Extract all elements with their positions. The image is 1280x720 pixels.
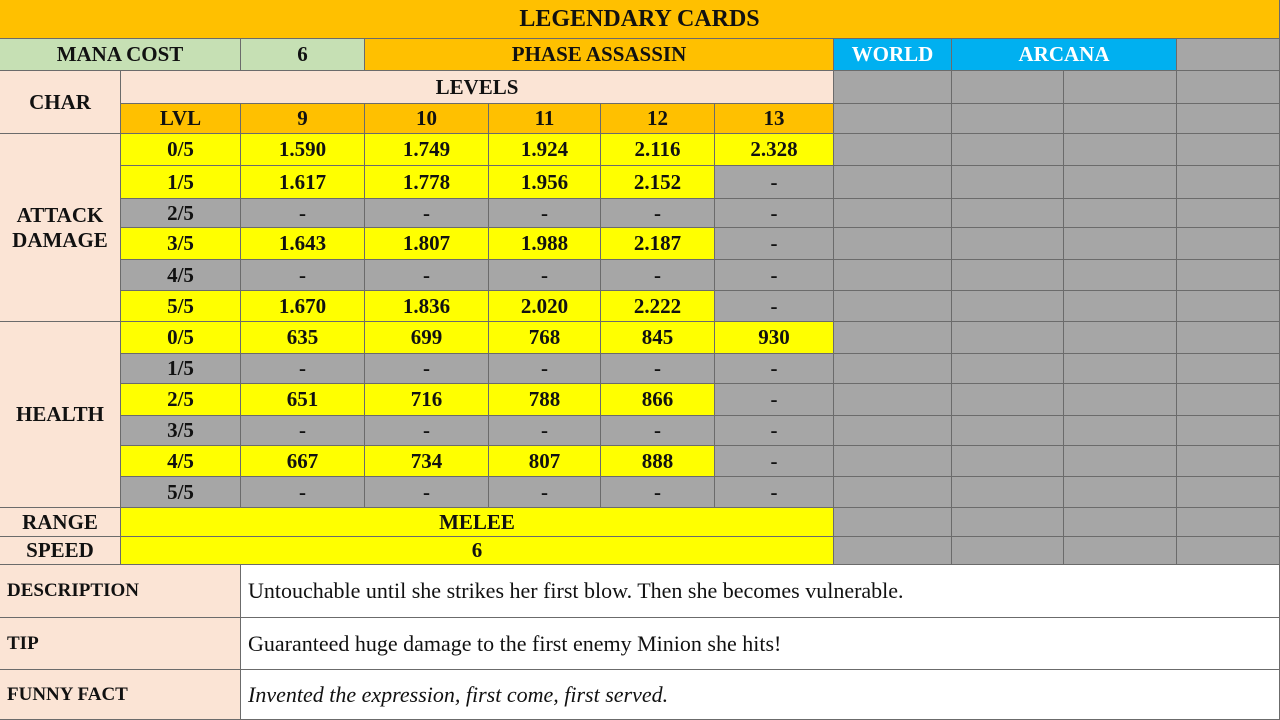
empty-grid-cell: [952, 166, 1064, 199]
health-value-cell: 734: [365, 446, 489, 477]
attack-value-cell: 1.617: [241, 166, 365, 199]
attack-value-cell: -: [715, 260, 834, 291]
tip-text: Guaranteed huge damage to the first enemy Minion she hits!: [241, 618, 1280, 670]
attack-value-cell: -: [601, 260, 715, 291]
empty-grid-cell: [834, 508, 952, 537]
health-value-cell: 930: [715, 322, 834, 354]
empty-grid-cell: [1177, 134, 1280, 166]
attack-value-cell: -: [241, 260, 365, 291]
funny-fact-text: Invented the expression, first come, first served.: [241, 670, 1280, 720]
attack-damage-label: [0, 134, 121, 322]
empty-grid-cell: [1064, 199, 1177, 228]
health-value-cell: 716: [365, 384, 489, 416]
attack-value-cell: -: [365, 260, 489, 291]
empty-grid-cell: [1177, 291, 1280, 322]
health-value-cell: -: [241, 354, 365, 384]
empty-grid-cell: [952, 134, 1064, 166]
empty-grid-cell: [1177, 508, 1280, 537]
attack-value-cell: -: [601, 199, 715, 228]
empty-grid-cell: [1064, 446, 1177, 477]
attack-stars-cell: 3/5: [121, 228, 241, 260]
empty-grid-cell: [1064, 508, 1177, 537]
range-label: RANGE: [0, 508, 121, 537]
level-header-10: 10: [365, 104, 489, 134]
lvl-label: LVL: [121, 104, 241, 134]
health-value-cell: -: [601, 416, 715, 446]
health-value-cell: -: [241, 416, 365, 446]
tip-label: TIP: [0, 618, 241, 670]
empty-grid-cell: [834, 291, 952, 322]
empty-grid-cell: [834, 384, 952, 416]
attack-stars-cell: 2/5: [121, 199, 241, 228]
empty-grid-cell: [1177, 354, 1280, 384]
empty-grid-cell: [1177, 446, 1280, 477]
empty-grid-cell: [952, 260, 1064, 291]
health-value-cell: -: [715, 354, 834, 384]
health-stars-cell: 1/5: [121, 354, 241, 384]
levels-header: LEVELS: [121, 71, 834, 104]
health-value-cell: -: [489, 477, 601, 508]
empty-grid-cell: [834, 199, 952, 228]
attack-value-cell: -: [489, 260, 601, 291]
empty-grid-cell: [1064, 166, 1177, 199]
empty-grid-cell: [1064, 537, 1177, 565]
empty-grid-cell: [834, 354, 952, 384]
empty-grid-cell: [834, 134, 952, 166]
attack-value-cell: 1.590: [241, 134, 365, 166]
empty-grid-cell: [952, 416, 1064, 446]
attack-value-cell: 1.988: [489, 228, 601, 260]
mana-cost-label: MANA COST: [0, 39, 241, 71]
attack-value-cell: -: [715, 166, 834, 199]
level-header-12: 12: [601, 104, 715, 134]
attack-value-cell: 2.116: [601, 134, 715, 166]
empty-grid-cell: [1064, 477, 1177, 508]
attack-value-cell: 2.187: [601, 228, 715, 260]
attack-value-cell: 1.807: [365, 228, 489, 260]
char-label: CHAR: [0, 71, 121, 134]
attack-value-cell: 2.222: [601, 291, 715, 322]
attack-stars-cell: 0/5: [121, 134, 241, 166]
empty-grid-cell: [834, 104, 952, 134]
health-value-cell: 888: [601, 446, 715, 477]
attack-value-cell: -: [489, 199, 601, 228]
level-header-11: 11: [489, 104, 601, 134]
attack-value-cell: -: [715, 291, 834, 322]
empty-grid-cell: [952, 71, 1064, 104]
funny-fact-label: FUNNY FACT: [0, 670, 241, 720]
health-value-cell: -: [489, 354, 601, 384]
health-value-cell: -: [365, 416, 489, 446]
mana-cost-value: 6: [241, 39, 365, 71]
empty-grid-cell: [952, 537, 1064, 565]
description-label: DESCRIPTION: [0, 565, 241, 618]
empty-grid-cell: [834, 322, 952, 354]
world-label: WORLD: [834, 39, 952, 71]
health-stars-cell: 4/5: [121, 446, 241, 477]
attack-value-cell: 2.020: [489, 291, 601, 322]
empty-grid-cell: [1177, 71, 1280, 104]
attack-value-cell: -: [715, 228, 834, 260]
empty-grid-cell: [952, 291, 1064, 322]
empty-grid-cell: [952, 104, 1064, 134]
empty-grid-cell: [1177, 537, 1280, 565]
description-text: Untouchable until she strikes her first blow. Then she becomes vulnerable.: [241, 565, 1280, 618]
health-value-cell: 699: [365, 322, 489, 354]
empty-grid-cell: [1177, 322, 1280, 354]
attack-value-cell: 1.836: [365, 291, 489, 322]
health-value-cell: -: [715, 446, 834, 477]
empty-grid-cell: [1177, 166, 1280, 199]
health-value-cell: 788: [489, 384, 601, 416]
empty-grid-cell: [1177, 104, 1280, 134]
empty-grid-cell: [1064, 71, 1177, 104]
range-value: MELEE: [121, 508, 834, 537]
attack-label-line2: DAMAGE: [12, 227, 108, 252]
empty-grid-cell: [1177, 199, 1280, 228]
empty-grid-cell: [834, 537, 952, 565]
empty-grid-cell: [1064, 384, 1177, 416]
attack-label-line1: ATTACK: [16, 202, 104, 227]
attack-value-cell: 2.152: [601, 166, 715, 199]
health-value-cell: -: [241, 477, 365, 508]
attack-value-cell: -: [365, 199, 489, 228]
health-label: HEALTH: [0, 322, 121, 508]
empty-grid-cell: [834, 260, 952, 291]
empty-grid-cell: [1177, 416, 1280, 446]
empty-grid-cell: [1064, 354, 1177, 384]
blank-cell: [1177, 39, 1280, 71]
empty-grid-cell: [1064, 104, 1177, 134]
attack-value-cell: 1.778: [365, 166, 489, 199]
empty-grid-cell: [952, 477, 1064, 508]
health-value-cell: 866: [601, 384, 715, 416]
empty-grid-cell: [1177, 384, 1280, 416]
health-value-cell: 651: [241, 384, 365, 416]
attack-stars-cell: 5/5: [121, 291, 241, 322]
empty-grid-cell: [834, 166, 952, 199]
attack-stars-cell: 4/5: [121, 260, 241, 291]
health-value-cell: 845: [601, 322, 715, 354]
empty-grid-cell: [952, 199, 1064, 228]
attack-value-cell: 2.328: [715, 134, 834, 166]
empty-grid-cell: [834, 71, 952, 104]
health-value-cell: -: [365, 477, 489, 508]
empty-grid-cell: [1064, 134, 1177, 166]
empty-grid-cell: [834, 446, 952, 477]
attack-value-cell: 1.670: [241, 291, 365, 322]
health-value-cell: -: [715, 384, 834, 416]
attack-value-cell: 1.924: [489, 134, 601, 166]
health-stars-cell: 0/5: [121, 322, 241, 354]
world-value: ARCANA: [952, 39, 1177, 71]
speed-value: 6: [121, 537, 834, 565]
health-value-cell: -: [715, 477, 834, 508]
health-value-cell: 768: [489, 322, 601, 354]
health-value-cell: -: [365, 354, 489, 384]
attack-value-cell: 1.643: [241, 228, 365, 260]
health-stars-cell: 3/5: [121, 416, 241, 446]
health-value-cell: -: [601, 354, 715, 384]
health-value-cell: -: [489, 416, 601, 446]
attack-value-cell: 1.956: [489, 166, 601, 199]
empty-grid-cell: [952, 322, 1064, 354]
health-value-cell: 635: [241, 322, 365, 354]
empty-grid-cell: [834, 228, 952, 260]
empty-grid-cell: [952, 508, 1064, 537]
empty-grid-cell: [952, 384, 1064, 416]
empty-grid-cell: [1064, 291, 1177, 322]
empty-grid-cell: [952, 354, 1064, 384]
health-stars-cell: 2/5: [121, 384, 241, 416]
health-stars-cell: 5/5: [121, 477, 241, 508]
empty-grid-cell: [952, 446, 1064, 477]
health-value-cell: 807: [489, 446, 601, 477]
level-header-9: 9: [241, 104, 365, 134]
empty-grid-cell: [834, 416, 952, 446]
empty-grid-cell: [1177, 228, 1280, 260]
empty-grid-cell: [1064, 416, 1177, 446]
attack-stars-cell: 1/5: [121, 166, 241, 199]
health-value-cell: -: [715, 416, 834, 446]
health-value-cell: 667: [241, 446, 365, 477]
empty-grid-cell: [1177, 477, 1280, 508]
card-name: PHASE ASSASSIN: [365, 39, 834, 71]
attack-value-cell: 1.749: [365, 134, 489, 166]
level-header-13: 13: [715, 104, 834, 134]
speed-label: SPEED: [0, 537, 121, 565]
empty-grid-cell: [834, 477, 952, 508]
attack-value-cell: -: [715, 199, 834, 228]
empty-grid-cell: [1064, 228, 1177, 260]
empty-grid-cell: [1177, 260, 1280, 291]
sheet-title: LEGENDARY CARDS: [0, 0, 1280, 39]
empty-grid-cell: [1064, 322, 1177, 354]
health-value-cell: -: [601, 477, 715, 508]
empty-grid-cell: [1064, 260, 1177, 291]
attack-value-cell: -: [241, 199, 365, 228]
empty-grid-cell: [952, 228, 1064, 260]
